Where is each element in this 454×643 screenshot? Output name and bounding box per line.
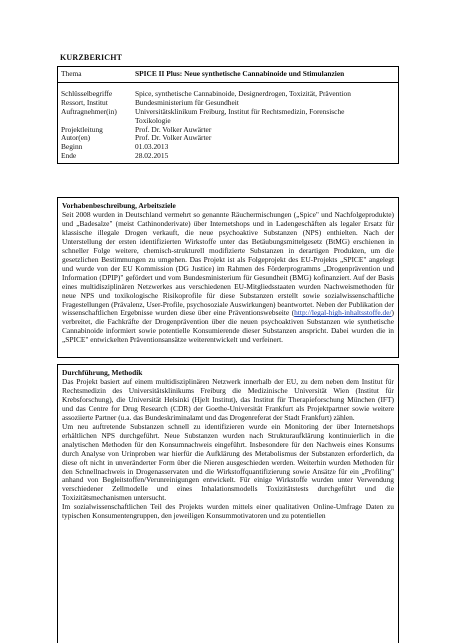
meta-label: Autor(en) (61, 133, 91, 143)
meta-row-thema (58, 67, 398, 83)
meta-value: Prof. Dr. Volker Auwärter (135, 133, 212, 143)
meta-value-thema: SPICE II Plus: Neue synthetische Cannabinoide und Stimulanzien (135, 69, 345, 78)
section-title: Vorhabenbeschreibung, Arbeitsziele (62, 201, 176, 210)
section-title: Durchführung, Methodik (62, 368, 143, 377)
meta-label: Ressort, Institut (61, 97, 108, 107)
meta-value: 28.02.2015 (135, 151, 169, 161)
meta-label: Schlüsselbegriffe (61, 88, 113, 98)
meta-row (58, 134, 398, 143)
meta-row (58, 117, 398, 126)
meta-label: Beginn (61, 142, 83, 152)
section-paragraph (62, 211, 394, 345)
meta-row (58, 126, 398, 135)
meta-value: Bundesministerium für Gesundheit (135, 97, 239, 107)
section-paragraph: Im sozialwissenschaftlichen Teil des Projekts wurden mittels einer qualitativen Online-Umfrage Daten zu typischen Konsumentengruppen, den jeweiligen Konsummotivatoren und zu potentiellen (62, 502, 394, 521)
section-paragraph: Das Projekt basiert auf einem multidisziplinären Netzwerk innerhalb der EU, zu dem neben dem Institut für Rechtsmedizin des Universitätsklinikums Freiburg die Medizinische Universität Wien (Institut für Krebsforschung), die Universität Helsinki (Hjelt Institut), das Institut für Therapieforschung München (IFT) und das Centre for Drug Research (CDR) der Goethe-Universität Frankfurt als Projektpartner sowie weitere assoziierte Partner (u.a. das Bundeskriminalamt und das Drogenreferat der Stadt Frankfurt) zählen. (62, 377, 394, 422)
meta-label: Projektleitung (61, 124, 103, 134)
meta-value: Spice, synthetische Cannabinoide, Designerdrogen, Toxizität, Prävention (135, 88, 351, 98)
report-heading: KURZBERICHT (60, 53, 123, 62)
meta-value: Universitätsklinikum Freiburg, Institut für Rechtsmedizin, Forensische (135, 106, 345, 116)
meta-details (58, 83, 398, 163)
meta-value: 01.03.2013 (135, 142, 169, 152)
meta-row (58, 143, 398, 152)
meta-row (58, 108, 398, 117)
section-methodology (57, 364, 399, 643)
paragraph-text: ) verbreitet, die Fachkräfte der Drogenprävention über die neuen psychoaktiven Substanzen wie synthetische Cannabinoide informiert sowie potentielle Konsumierende dieser Substanzen anspricht. Dabei wurden die in „SPICE" entwickelten Präventionsansätze weiterentwickelt und verfeinert. (62, 308, 394, 345)
meta-value: Toxikologie (135, 115, 171, 125)
meta-value: Prof. Dr. Volker Auwärter (135, 124, 212, 134)
meta-label: Ende (61, 151, 77, 161)
meta-row (58, 152, 398, 161)
section-paragraph: Um neu auftretende Substanzen schnell zu identifizieren wurde ein Monitoring der über Internetshops erhältlichen NPS durchgeführt. Neue Substanzen wurden nach Strukturaufklärung kontinuierlich in die analytischen Methoden für den Konsumnachweis eingeführt. Insbesondere für den Nachweis eines Konsums durch Analyse von Urinproben war hierfür die Aufklärung des Metabolismus der Substanzen erforderlich, da diese oft nicht in unveränderter Form über die Nieren ausgeschieden werden. Weiterhin wurden Methoden für den Schnellnachweis in Drogenasservaten und die Wirkstoffquantifizierung sowie Ansätze für ein „Profiling" anhand von Begleitstoffen/Verunreinigungen entwickelt. Für einige Wirkstoffe wurden unter Verwendung verschiedener Zellmodelle und eines Inhalationsmodells Toxizitätstests durchgeführt und die Toxizitätsmechanismen untersucht. (62, 421, 394, 503)
meta-label: Auftragnehmer(in) (61, 106, 117, 116)
prevention-website-link[interactable]: http://legal-high-inhaltsstoffe.de/ (294, 308, 392, 318)
meta-label: Thema (61, 69, 82, 78)
section-project-description (57, 197, 399, 358)
paragraph-text: Seit 2008 wurden in Deutschland vermehrt so genannte Räuchermischungen („Spice" und Nachfolgeprodukte) und „Badesalze" (meist Cathinonderivate) über Internetshops und in Ladengeschäften als legaler Ersatz für klassische illegale Drogen verkauft, die neue psychoaktive Substanzen (NPS) enthielten. Nach der Unterstellung der ersten identifizierten Wirkstoffe unter das Betäubungsmittelgesetz (BtMG) erschienen in schneller Folge weitere, chemisch-strukturell modifizierte Substanzen in derartigen Produkten, um die gesetzlichen Bestimmungen zu umgehen. Das Projekt ist als Folgeprojekt des EU-Projekts „SPICE" angelegt und wurde von der EU Kommission (DG Justice) im Rahmen des Förderprogramms „Drogenprävention und Information (DPIP)" gefördert und vom Bundesministerium für Gesundheit (BMG) kofinanziert. Auf der Basis eines multidisziplinären Netzwerkes aus verschiedenen EU-Mitgliedsstaaten wurden Nachweismethoden für neue NPS und toxikologische Risikoprofile für diese Substanzen erstellt sowie sozialwissenschaftliche Fragestellungen (Prävalenz, User-Profile, psychosoziale Auswirkungen) beantwortet. Neben der Publikation der wissenschaftlichen Ergebnisse wurden diese über eine Präventionswebseite ( (62, 210, 394, 318)
project-meta-table (57, 66, 399, 164)
